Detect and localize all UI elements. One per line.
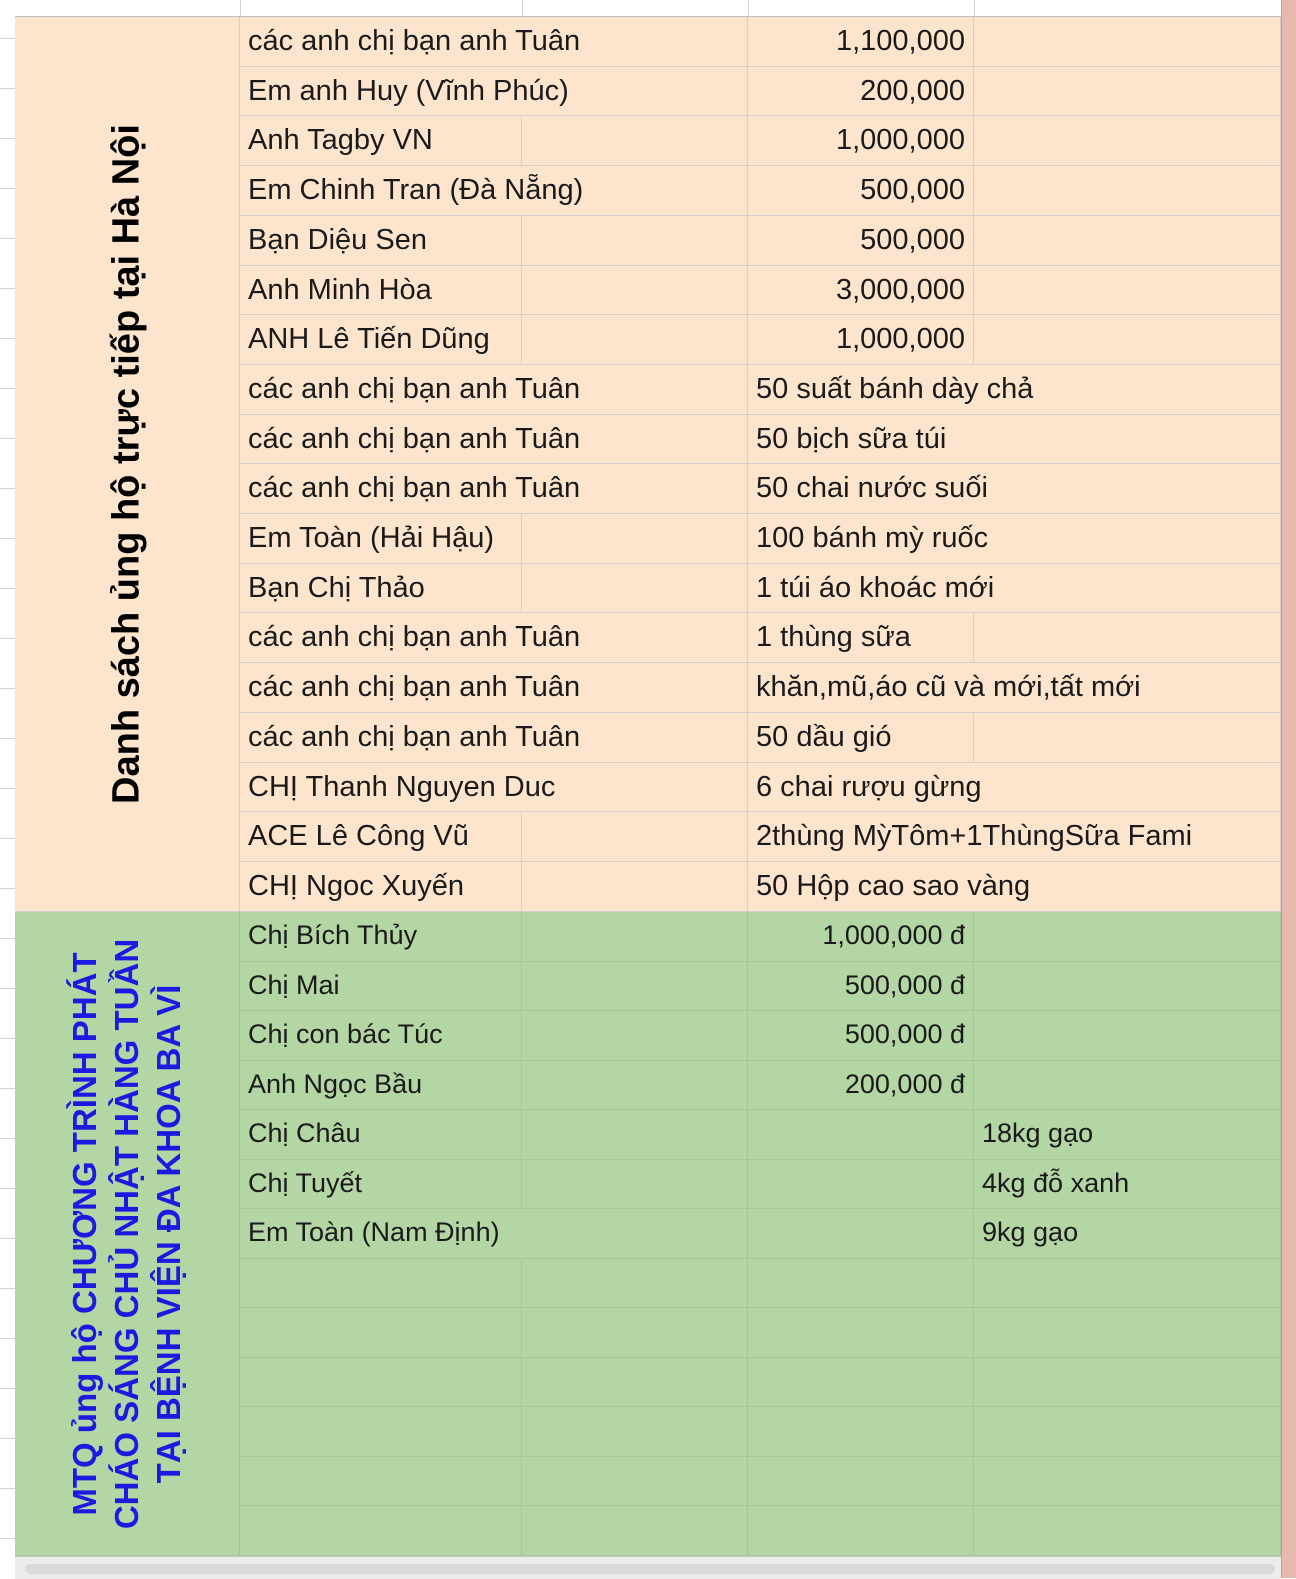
donation-item-cell[interactable]: 6 chai rượu gừng xyxy=(748,763,1281,812)
donation-amount-cell[interactable] xyxy=(748,1259,974,1308)
horizontal-scrollbar[interactable] xyxy=(15,1556,1281,1579)
donor-name-cell[interactable]: Em Toàn (Nam Định) xyxy=(240,1209,748,1259)
donation-item-cell[interactable] xyxy=(974,1457,1281,1506)
donor-name-cell[interactable]: Chị Bích Thủy xyxy=(240,912,522,962)
donation-item-cell[interactable] xyxy=(974,1061,1281,1110)
donation-item-cell[interactable] xyxy=(974,962,1281,1011)
donor-name-cell[interactable]: các anh chị bạn anh Tuân xyxy=(240,713,748,763)
bavi-label-line: MTQ ủng hộ CHƯƠNG TRÌNH PHÁT xyxy=(66,951,103,1516)
donation-amount-cell[interactable]: 500,000 đ xyxy=(748,1011,974,1061)
donor-name-cell[interactable]: Em Toàn (Hải Hậu) xyxy=(240,514,522,564)
empty-cell[interactable] xyxy=(974,116,1281,166)
hanoi-section-label: Danh sách ủng hộ trực tiếp tại Hà Nội xyxy=(105,124,148,804)
donation-item-cell[interactable]: 50 chai nước suối xyxy=(748,464,1281,514)
donation-item-cell[interactable] xyxy=(974,912,1281,962)
donation-item-cell[interactable]: 50 suất bánh dày chả xyxy=(748,365,1281,415)
donor-name-cell[interactable]: các anh chị bạn anh Tuân xyxy=(240,464,748,514)
spacer-cell[interactable] xyxy=(522,1457,748,1506)
row-header-divider xyxy=(0,1088,15,1089)
empty-cell[interactable] xyxy=(974,266,1281,315)
next-column-edge[interactable] xyxy=(1281,0,1296,1578)
spacer-cell[interactable] xyxy=(522,1407,748,1457)
spacer-cell[interactable] xyxy=(522,1506,748,1556)
donation-item-cell[interactable]: 4kg đỗ xanh xyxy=(974,1160,1281,1209)
row-header-divider xyxy=(0,838,15,839)
donation-item-cell[interactable] xyxy=(974,1407,1281,1457)
row-header-divider xyxy=(0,488,15,489)
donor-name-cell[interactable] xyxy=(240,1259,522,1308)
donor-name-cell[interactable] xyxy=(240,1358,522,1407)
donation-amount-cell[interactable]: 200,000 đ xyxy=(748,1061,974,1110)
donor-name-cell[interactable]: Em Chinh Tran (Đà Nẵng) xyxy=(240,166,748,216)
row-header-divider xyxy=(0,1288,15,1289)
row-header-divider xyxy=(0,38,15,39)
previous-row-strip[interactable] xyxy=(15,0,1281,18)
row-header-divider xyxy=(0,938,15,939)
column-divider xyxy=(522,0,523,16)
donor-name-cell[interactable] xyxy=(240,1457,522,1506)
donor-name-cell[interactable]: Anh Minh Hòa xyxy=(240,266,522,315)
row-header-divider xyxy=(0,338,15,339)
donor-name-cell[interactable]: CHỊ Thanh Nguyen Duc xyxy=(240,763,748,812)
donor-name-cell[interactable] xyxy=(240,1506,522,1556)
donation-item-cell[interactable]: 50 Hộp cao sao vàng xyxy=(748,862,1281,912)
spacer-cell[interactable] xyxy=(522,266,748,315)
donor-name-cell[interactable]: Anh Ngọc Bầu xyxy=(240,1061,522,1110)
donor-name-cell[interactable]: Em anh Huy (Vĩnh Phúc) xyxy=(240,67,748,116)
hanoi-section-label-cell[interactable] xyxy=(15,17,240,912)
donation-amount-cell[interactable] xyxy=(748,1110,974,1160)
donation-amount-cell[interactable] xyxy=(748,1209,974,1259)
bavi-section-label xyxy=(64,938,190,1528)
spacer-cell[interactable] xyxy=(522,862,748,912)
row-header-divider xyxy=(0,438,15,439)
row-header-divider xyxy=(0,1538,15,1539)
donation-amount-cell[interactable]: 1,100,000 xyxy=(748,17,974,67)
donation-amount-cell[interactable]: 1,000,000 xyxy=(748,315,974,365)
spacer-cell[interactable] xyxy=(522,1308,748,1358)
donation-amount-cell[interactable]: 500,000 xyxy=(748,216,974,266)
donation-item-cell[interactable]: 50 dầu gió xyxy=(748,713,974,763)
row-header-divider xyxy=(0,888,15,889)
spacer-cell[interactable] xyxy=(522,1358,748,1407)
row-header-divider xyxy=(0,1038,15,1039)
empty-cell[interactable] xyxy=(974,67,1281,116)
empty-cell[interactable] xyxy=(974,713,1281,763)
row-header-gutter[interactable] xyxy=(0,0,16,1578)
donation-item-cell[interactable]: 18kg gạo xyxy=(974,1110,1281,1160)
row-header-divider xyxy=(0,538,15,539)
column-divider xyxy=(240,0,241,16)
row-header-divider xyxy=(0,1338,15,1339)
row-header-divider xyxy=(0,1238,15,1239)
row-header-divider xyxy=(0,238,15,239)
empty-cell[interactable] xyxy=(974,166,1281,216)
donation-amount-cell[interactable]: 500,000 đ xyxy=(748,962,974,1011)
donation-amount-cell[interactable] xyxy=(748,1358,974,1407)
donor-name-cell[interactable] xyxy=(240,1407,522,1457)
row-header-divider xyxy=(0,188,15,189)
donation-amount-cell[interactable]: 3,000,000 xyxy=(748,266,974,315)
donor-name-cell[interactable]: Anh Tagby VN xyxy=(240,116,522,166)
donation-amount-cell[interactable] xyxy=(748,1407,974,1457)
row-header-divider xyxy=(0,988,15,989)
donation-item-cell[interactable] xyxy=(974,1506,1281,1556)
donation-item-cell[interactable]: 1 thùng sữa xyxy=(748,613,974,663)
spacer-cell[interactable] xyxy=(522,116,748,166)
donation-item-cell[interactable]: 2thùng MỳTôm+1ThùngSữa Fami xyxy=(748,812,1281,862)
empty-cell[interactable] xyxy=(974,17,1281,67)
empty-cell[interactable] xyxy=(974,216,1281,266)
donor-name-cell[interactable]: các anh chị bạn anh Tuân xyxy=(240,613,748,663)
donation-item-cell[interactable] xyxy=(974,1358,1281,1407)
spacer-cell[interactable] xyxy=(522,315,748,365)
donor-name-cell[interactable]: các anh chị bạn anh Tuân xyxy=(240,17,748,67)
empty-cell[interactable] xyxy=(974,315,1281,365)
donation-amount-cell[interactable] xyxy=(748,1160,974,1209)
row-header-divider xyxy=(0,688,15,689)
donation-item-cell[interactable]: 100 bánh mỳ ruốc xyxy=(748,514,1281,564)
donation-amount-cell[interactable]: 1,000,000 xyxy=(748,116,974,166)
donation-item-cell[interactable] xyxy=(974,1011,1281,1061)
row-header-divider xyxy=(0,588,15,589)
row-header-divider xyxy=(0,1488,15,1489)
donor-name-cell[interactable]: Bạn Diệu Sen xyxy=(240,216,522,266)
donor-name-cell[interactable]: ANH Lê Tiến Dũng xyxy=(240,315,522,365)
donor-name-cell[interactable]: Bạn Chị Thảo xyxy=(240,564,522,613)
spacer-cell[interactable] xyxy=(522,1160,748,1209)
spacer-cell[interactable] xyxy=(522,1259,748,1308)
spacer-cell[interactable] xyxy=(522,1011,748,1061)
spacer-cell[interactable] xyxy=(522,962,748,1011)
row-header-divider xyxy=(0,1138,15,1139)
row-header-divider xyxy=(0,738,15,739)
row-header-divider xyxy=(0,1188,15,1189)
row-header-divider xyxy=(0,138,15,139)
donation-item-cell[interactable]: 1 túi áo khoác mới xyxy=(748,564,1281,613)
donation-item-cell[interactable]: 50 bịch sữa túi xyxy=(748,415,1281,464)
column-divider xyxy=(748,0,749,16)
donor-name-cell[interactable]: các anh chị bạn anh Tuân xyxy=(240,663,748,713)
spacer-cell[interactable] xyxy=(522,564,748,613)
donation-item-cell[interactable] xyxy=(974,1308,1281,1358)
donor-name-cell[interactable]: ACE Lê Công Vũ xyxy=(240,812,522,862)
bavi-label-line: TẠI BỆNH VIỆN ĐA KHOA BA VÌ xyxy=(150,984,187,1483)
bavi-label-line: CHÁO SÁNG CHỦ NHẬT HÀNG TUẦN xyxy=(108,938,145,1529)
donor-name-cell[interactable]: các anh chị bạn anh Tuân xyxy=(240,365,748,415)
row-header-divider xyxy=(0,1438,15,1439)
row-header-divider xyxy=(0,88,15,89)
donation-item-cell[interactable] xyxy=(974,1259,1281,1308)
row-header-divider xyxy=(0,638,15,639)
empty-cell[interactable] xyxy=(974,613,1281,663)
donor-name-cell[interactable]: Chị Tuyết xyxy=(240,1160,522,1209)
spacer-cell[interactable] xyxy=(522,216,748,266)
donation-amount-cell[interactable] xyxy=(748,1308,974,1358)
spacer-cell[interactable] xyxy=(522,1110,748,1160)
donation-item-cell[interactable]: khăn,mũ,áo cũ và mới,tất mới xyxy=(748,663,1281,713)
donation-amount-cell[interactable]: 500,000 xyxy=(748,166,974,216)
donation-amount-cell[interactable]: 1,000,000 đ xyxy=(748,912,974,962)
row-header-divider xyxy=(0,388,15,389)
spacer-cell[interactable] xyxy=(522,514,748,564)
row-header-divider xyxy=(0,1388,15,1389)
row-header-divider xyxy=(0,288,15,289)
donor-name-cell[interactable]: CHỊ Ngoc Xuyến xyxy=(240,862,522,912)
donor-name-cell[interactable]: Chị Mai xyxy=(240,962,522,1011)
spacer-cell[interactable] xyxy=(522,812,748,862)
donor-name-cell[interactable]: Chị con bác Túc xyxy=(240,1011,522,1061)
scrollbar-thumb[interactable] xyxy=(25,1564,1275,1574)
donor-name-cell[interactable] xyxy=(240,1308,522,1358)
donation-item-cell[interactable]: 9kg gạo xyxy=(974,1209,1281,1259)
donation-amount-cell[interactable] xyxy=(748,1506,974,1556)
spacer-cell[interactable] xyxy=(522,912,748,962)
bavi-section-label-cell[interactable] xyxy=(15,912,240,1556)
donor-name-cell[interactable]: Chị Châu xyxy=(240,1110,522,1160)
donor-name-cell[interactable]: các anh chị bạn anh Tuân xyxy=(240,415,748,464)
donation-amount-cell[interactable] xyxy=(748,1457,974,1506)
column-divider xyxy=(974,0,975,16)
donation-amount-cell[interactable]: 200,000 xyxy=(748,67,974,116)
row-header-divider xyxy=(0,788,15,789)
spacer-cell[interactable] xyxy=(522,1061,748,1110)
